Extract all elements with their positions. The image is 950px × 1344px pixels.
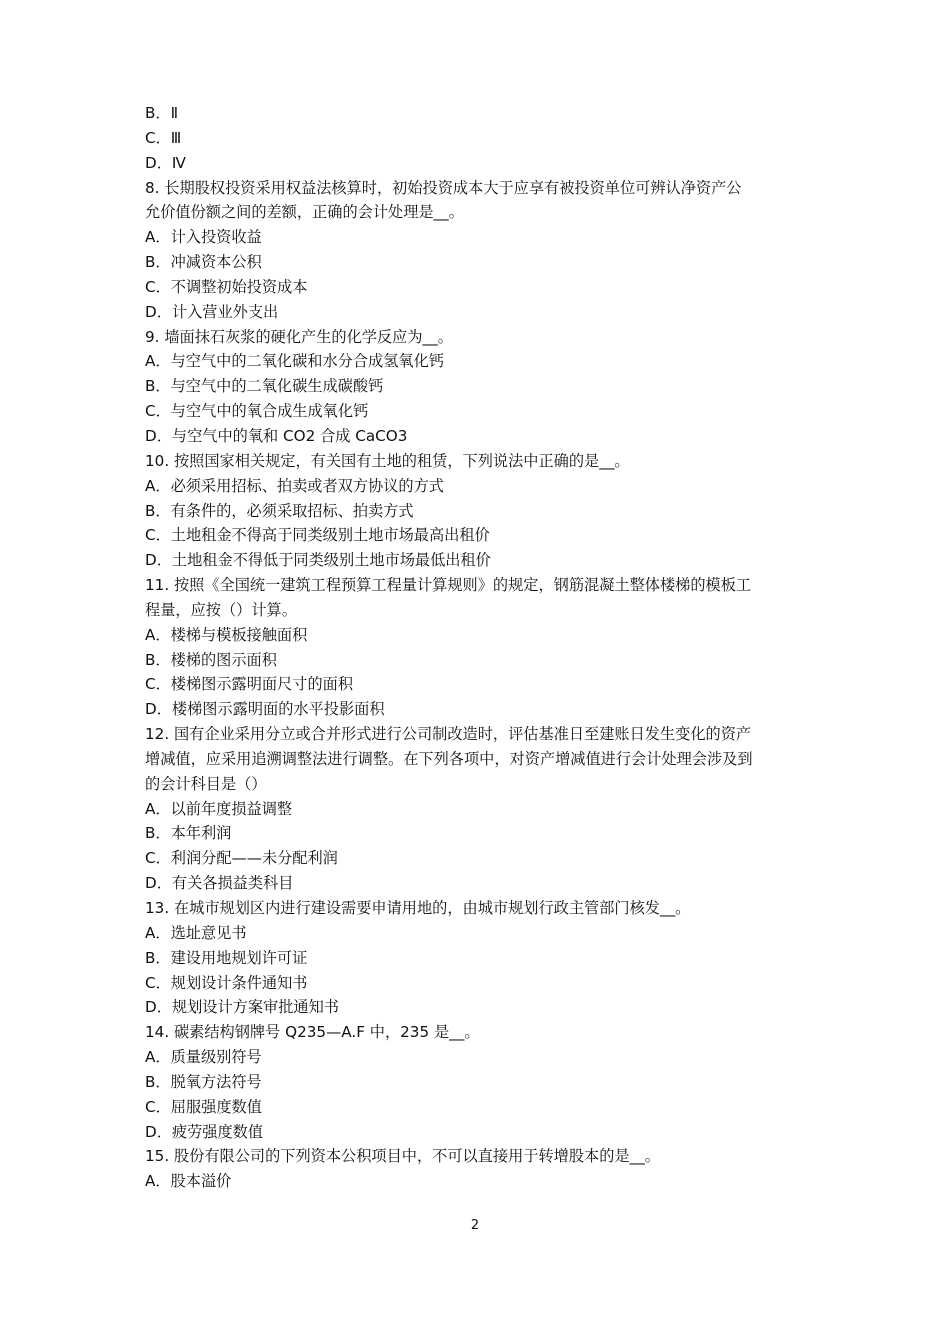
option-text: A．必须采用招标、拍卖或者双方协议的方式 xyxy=(145,476,444,495)
text-line: B．Ⅱ xyxy=(145,104,179,122)
option-text: D．规划设计方案审批通知书 xyxy=(145,998,339,1017)
question-text: 10. 按照国家相关规定，有关国有土地的租赁，下列说法中正确的是__。 xyxy=(145,451,630,470)
option-text: B．与空气中的二氧化碳生成碳酸钙 xyxy=(145,377,384,396)
option-text: A．选址意见书 xyxy=(145,923,247,942)
text-line: C．Ⅲ xyxy=(145,128,182,147)
option-text: A．计入投资收益 xyxy=(145,228,262,247)
option-text: C．屈服强度数值 xyxy=(145,1097,262,1116)
option-text: B．冲减资本公积 xyxy=(145,253,262,272)
question-text: 9. 墙面抹石灰浆的硬化产生的化学反应为__。 xyxy=(145,327,453,346)
option-text: B．有条件的，必须采取招标、拍卖方式 xyxy=(145,501,414,520)
option-text: A．以前年度损益调整 xyxy=(145,799,293,818)
option-text: D．土地租金不得低于同类级别土地市场最低出租价 xyxy=(145,551,491,570)
question-text: 12. 国有企业采用分立或合并形式进行公司制改造时，评估基准日至建账日发生变化的资产 xyxy=(145,725,752,744)
option-text: C．规划设计条件通知书 xyxy=(145,973,308,992)
option-text: D．楼梯图示露明面的水平投影面积 xyxy=(145,700,385,719)
option-text: B．建设用地规划许可证 xyxy=(145,948,308,967)
question-text: 8. 长期股权投资采用权益法核算时，初始投资成本大于应享有被投资单位可辨认净资产公 xyxy=(145,178,742,197)
option-text: A．质量级别符号 xyxy=(145,1048,262,1067)
option-text: D．有关各损益类科目 xyxy=(145,874,294,893)
option-text: C．楼梯图示露明面尺寸的面积 xyxy=(145,675,354,694)
option-text: D．疲劳强度数值 xyxy=(145,1122,264,1141)
question-text: 程量，应按（）计算。 xyxy=(145,600,297,619)
question-text: 15. 股份有限公司的下列资本公积项目中，不可以直接用于转增股本的是__。 xyxy=(145,1147,660,1166)
option-text: B．本年利润 xyxy=(145,824,232,843)
option-text: B．楼梯的图示面积 xyxy=(145,650,277,669)
question-text: 14. 碳素结构钢牌号 Q235—A.F 中，235 是__。 xyxy=(145,1023,480,1042)
text-line: D．Ⅳ xyxy=(145,153,186,172)
option-text: C．土地租金不得高于同类级别土地市场最高出租价 xyxy=(145,526,490,545)
option-text: C．利润分配——未分配利润 xyxy=(145,849,338,868)
option-text: C．与空气中的氧合成生成氧化钙 xyxy=(145,402,369,421)
page-number: 2 xyxy=(470,1218,480,1233)
option-text: C．不调整初始投资成本 xyxy=(145,277,308,296)
page-content xyxy=(145,101,820,1194)
option-text: A．股本溢价 xyxy=(145,1172,232,1191)
option-text: D．计入营业外支出 xyxy=(145,302,279,321)
option-text: A．楼梯与模板接触面积 xyxy=(145,625,308,644)
question-text: 增减值，应采用追溯调整法进行调整。在下列各项中，对资产增减值进行会计处理会涉及到 xyxy=(145,749,753,768)
question-text: 11. 按照《全国统一建筑工程预算工程量计算规则》的规定，钢筋混凝土整体楼梯的模板工 xyxy=(145,576,752,595)
question-text: 允价值份额之间的差额，正确的会计处理是__。 xyxy=(145,203,464,222)
option-text: B．脱氧方法符号 xyxy=(145,1072,262,1091)
option-text: A．与空气中的二氧化碳和水分合成氢氧化钙 xyxy=(145,352,444,371)
question-text: 的会计科目是（） xyxy=(145,774,267,793)
option-text: D．与空气中的氧和 CO2 合成 CaCO3 xyxy=(145,426,408,445)
question-text: 13. 在城市规划区内进行建设需要申请用地的，由城市规划行政主管部门核发__。 xyxy=(145,899,691,917)
